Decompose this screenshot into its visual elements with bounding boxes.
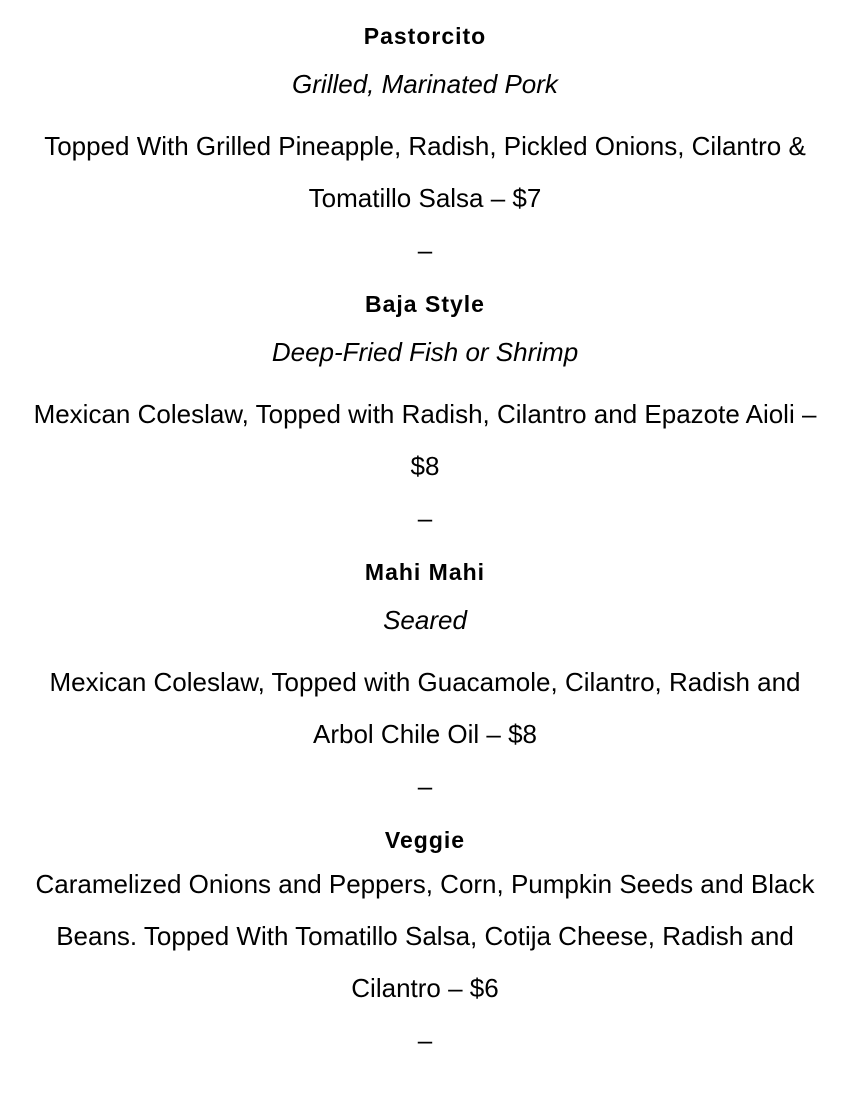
- item-separator: –: [417, 235, 433, 265]
- item-subtitle: Deep-Fried Fish or Shrimp: [271, 337, 579, 367]
- item-separator: –: [417, 503, 433, 533]
- item-description: Topped With Grilled Pineapple, Radish, Pickled Onions, Cilantro & Tomatillo Salsa – $7: [44, 131, 806, 213]
- menu-item-baja-style: [0, 288, 850, 544]
- menu-item-veggie: [0, 824, 850, 1066]
- item-subtitle: Grilled, Marinated Pork: [292, 69, 558, 99]
- item-description: Mexican Coleslaw, Topped with Radish, Cilantro and Epazote Aioli – $8: [33, 399, 817, 481]
- item-name: Veggie: [384, 827, 466, 853]
- item-separator: –: [417, 771, 433, 801]
- item-separator: –: [417, 1025, 433, 1055]
- item-name: Mahi Mahi: [364, 559, 486, 585]
- item-name: Pastorcito: [363, 23, 487, 49]
- item-description: Caramelized Onions and Peppers, Corn, Pumpkin Seeds and Black Beans. Topped With Tomatillo Salsa, Cotija Cheese, Radish and Cilantro – $6: [35, 869, 815, 1003]
- item-subtitle: Seared: [383, 605, 467, 635]
- item-name: Baja Style: [365, 291, 485, 317]
- menu-item-pastorcito: [0, 20, 850, 276]
- item-description: Mexican Coleslaw, Topped with Guacamole, Cilantro, Radish and Arbol Chile Oil – $8: [49, 667, 801, 749]
- menu-item-mahi-mahi: [0, 556, 850, 812]
